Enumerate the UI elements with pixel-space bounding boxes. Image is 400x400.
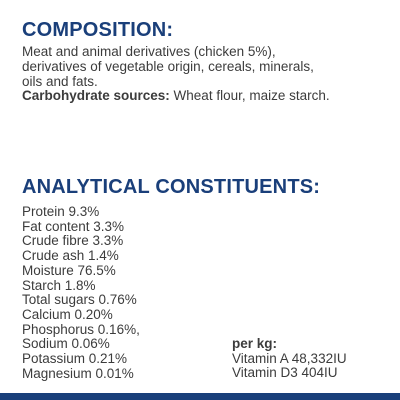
composition-line: oils and fats.: [22, 73, 98, 89]
constituent-item: Potassium 0.21%: [22, 351, 128, 367]
constituent-item: Magnesium 0.01%: [22, 365, 134, 381]
per-kg-label: per kg:: [232, 336, 278, 351]
vitamin-item: Vitamin D3 404IU: [232, 365, 338, 381]
analytical-constituents-heading: ANALYTICAL CONSTITUENTS:: [22, 176, 321, 198]
constituent-item: Moisture 76.5%: [22, 262, 116, 278]
constituent-item: Protein 9.3%: [22, 204, 100, 219]
constituent-item: Calcium 0.20%: [22, 306, 113, 322]
constituent-item: Sodium 0.06%: [22, 336, 110, 352]
carbohydrate-sources-value: Wheat flour, maize starch.: [169, 88, 330, 104]
constituent-item: Phosphorus 0.16%,: [22, 321, 140, 337]
carbohydrate-sources-label: Carbohydrate sources:: [22, 88, 170, 104]
composition-line: Meat and animal derivatives (chicken 5%),: [22, 44, 276, 59]
constituent-item: Fat content 3.3%: [22, 218, 125, 234]
vitamin-list: [232, 352, 347, 381]
per-kg-block: [232, 337, 347, 381]
composition-heading: COMPOSITION:: [22, 19, 174, 41]
constituents-list: [22, 205, 140, 381]
constituent-item: Total sugars 0.76%: [22, 292, 137, 308]
composition-text: [22, 45, 392, 104]
constituent-item: Starch 1.8%: [22, 277, 96, 293]
constituent-item: Crude ash 1.4%: [22, 248, 119, 264]
vitamin-item: Vitamin A 48,332IU: [232, 350, 347, 366]
constituent-item: Crude fibre 3.3%: [22, 233, 124, 249]
composition-line: derivatives of vegetable origin, cereals, minerals,: [22, 58, 314, 74]
bottom-accent-bar: [0, 393, 400, 400]
carbohydrate-sources: [22, 89, 392, 104]
